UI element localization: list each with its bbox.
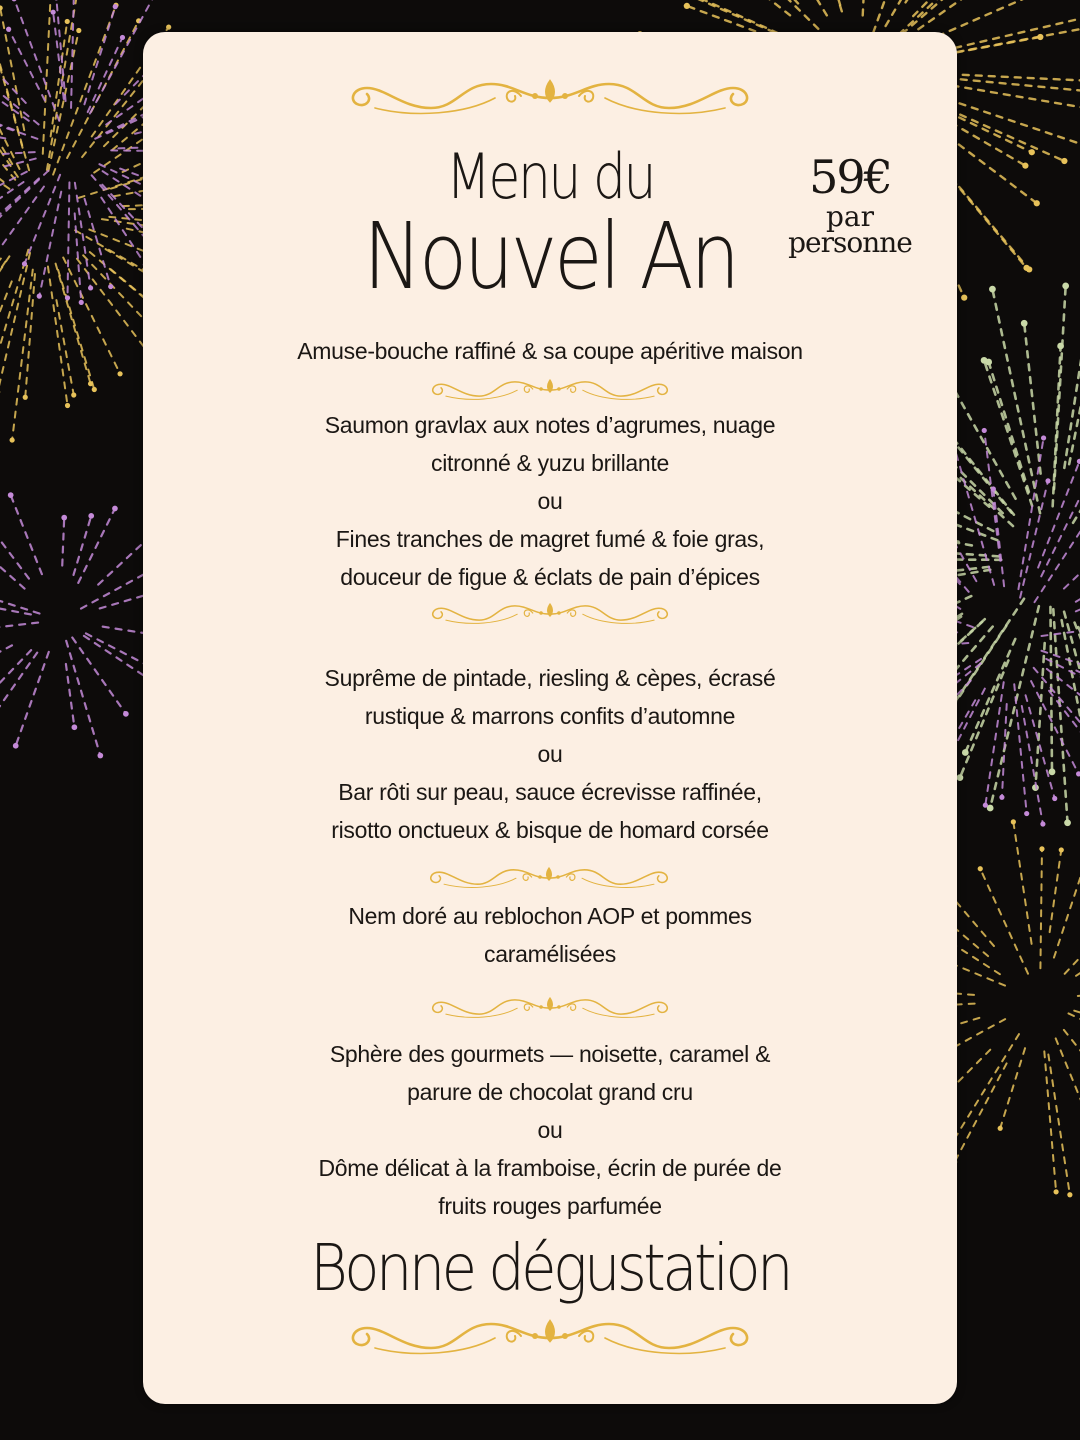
starters-section	[240, 406, 860, 596]
ornament-flourish-icon-3	[426, 860, 672, 894]
main-option-2-line-1: Bar rôti sur peau, sauce écrevisse raffinée,	[338, 779, 762, 805]
cheese-line-2: caramélisées	[484, 941, 616, 967]
ornament-flourish-icon-top	[345, 68, 755, 124]
starter-option-1-line-1: Saumon gravlax aux notes d’agrumes, nuage	[324, 412, 776, 438]
menu-title-line-1: Menu du	[446, 140, 654, 213]
starter-separator: ou	[537, 488, 563, 514]
cheese-section	[240, 897, 860, 973]
main-separator: ou	[537, 741, 563, 767]
main-option-1-line-2: rustique & marrons confits d’automne	[364, 703, 736, 729]
ornament-flourish-icon-2	[428, 596, 672, 630]
menu-title-line-2: Nouvel An	[363, 203, 737, 310]
cheese-line-1: Nem doré au reblochon AOP et pommes	[348, 903, 752, 929]
price-unit-par: par	[825, 200, 874, 233]
mains-section	[240, 659, 860, 849]
main-option-2-line-2: risotto onctueux & bisque de homard corsée	[331, 817, 769, 843]
ornament-flourish-icon-4	[428, 990, 672, 1024]
starter-option-1-line-2: citronné & yuzu brillante	[431, 450, 669, 476]
dessert-option-1-line-2: parure de chocolat grand cru	[407, 1079, 693, 1105]
starter-option-2-line-1: Fines tranches de magret fumé & foie gras,	[335, 526, 765, 552]
dessert-option-2-line-2: fruits rouges parfumée	[438, 1193, 662, 1219]
dessert-option-1-line-1: Sphère des gourmets — noisette, caramel &	[329, 1041, 771, 1067]
main-option-1-line-1: Suprême de pintade, riesling & cèpes, écrasé	[324, 665, 776, 691]
starter-option-2-line-2: douceur de figue & éclats de pain d’épices	[340, 564, 760, 590]
desserts-section	[240, 1035, 860, 1225]
closing-text: Bonne dégustation	[310, 1232, 790, 1306]
price: 59€	[809, 150, 891, 204]
dessert-option-2-line-1: Dôme délicat à la framboise, écrin de purée de	[318, 1155, 782, 1181]
amuse-bouche	[240, 332, 860, 370]
ornament-flourish-icon-bottom	[345, 1308, 755, 1364]
ornament-flourish-icon-1	[428, 372, 672, 406]
amuse-bouche-text: Amuse-bouche raffiné & sa coupe apéritive maison	[297, 338, 803, 364]
price-unit-personne: personne	[788, 226, 912, 259]
dessert-separator: ou	[537, 1117, 563, 1143]
